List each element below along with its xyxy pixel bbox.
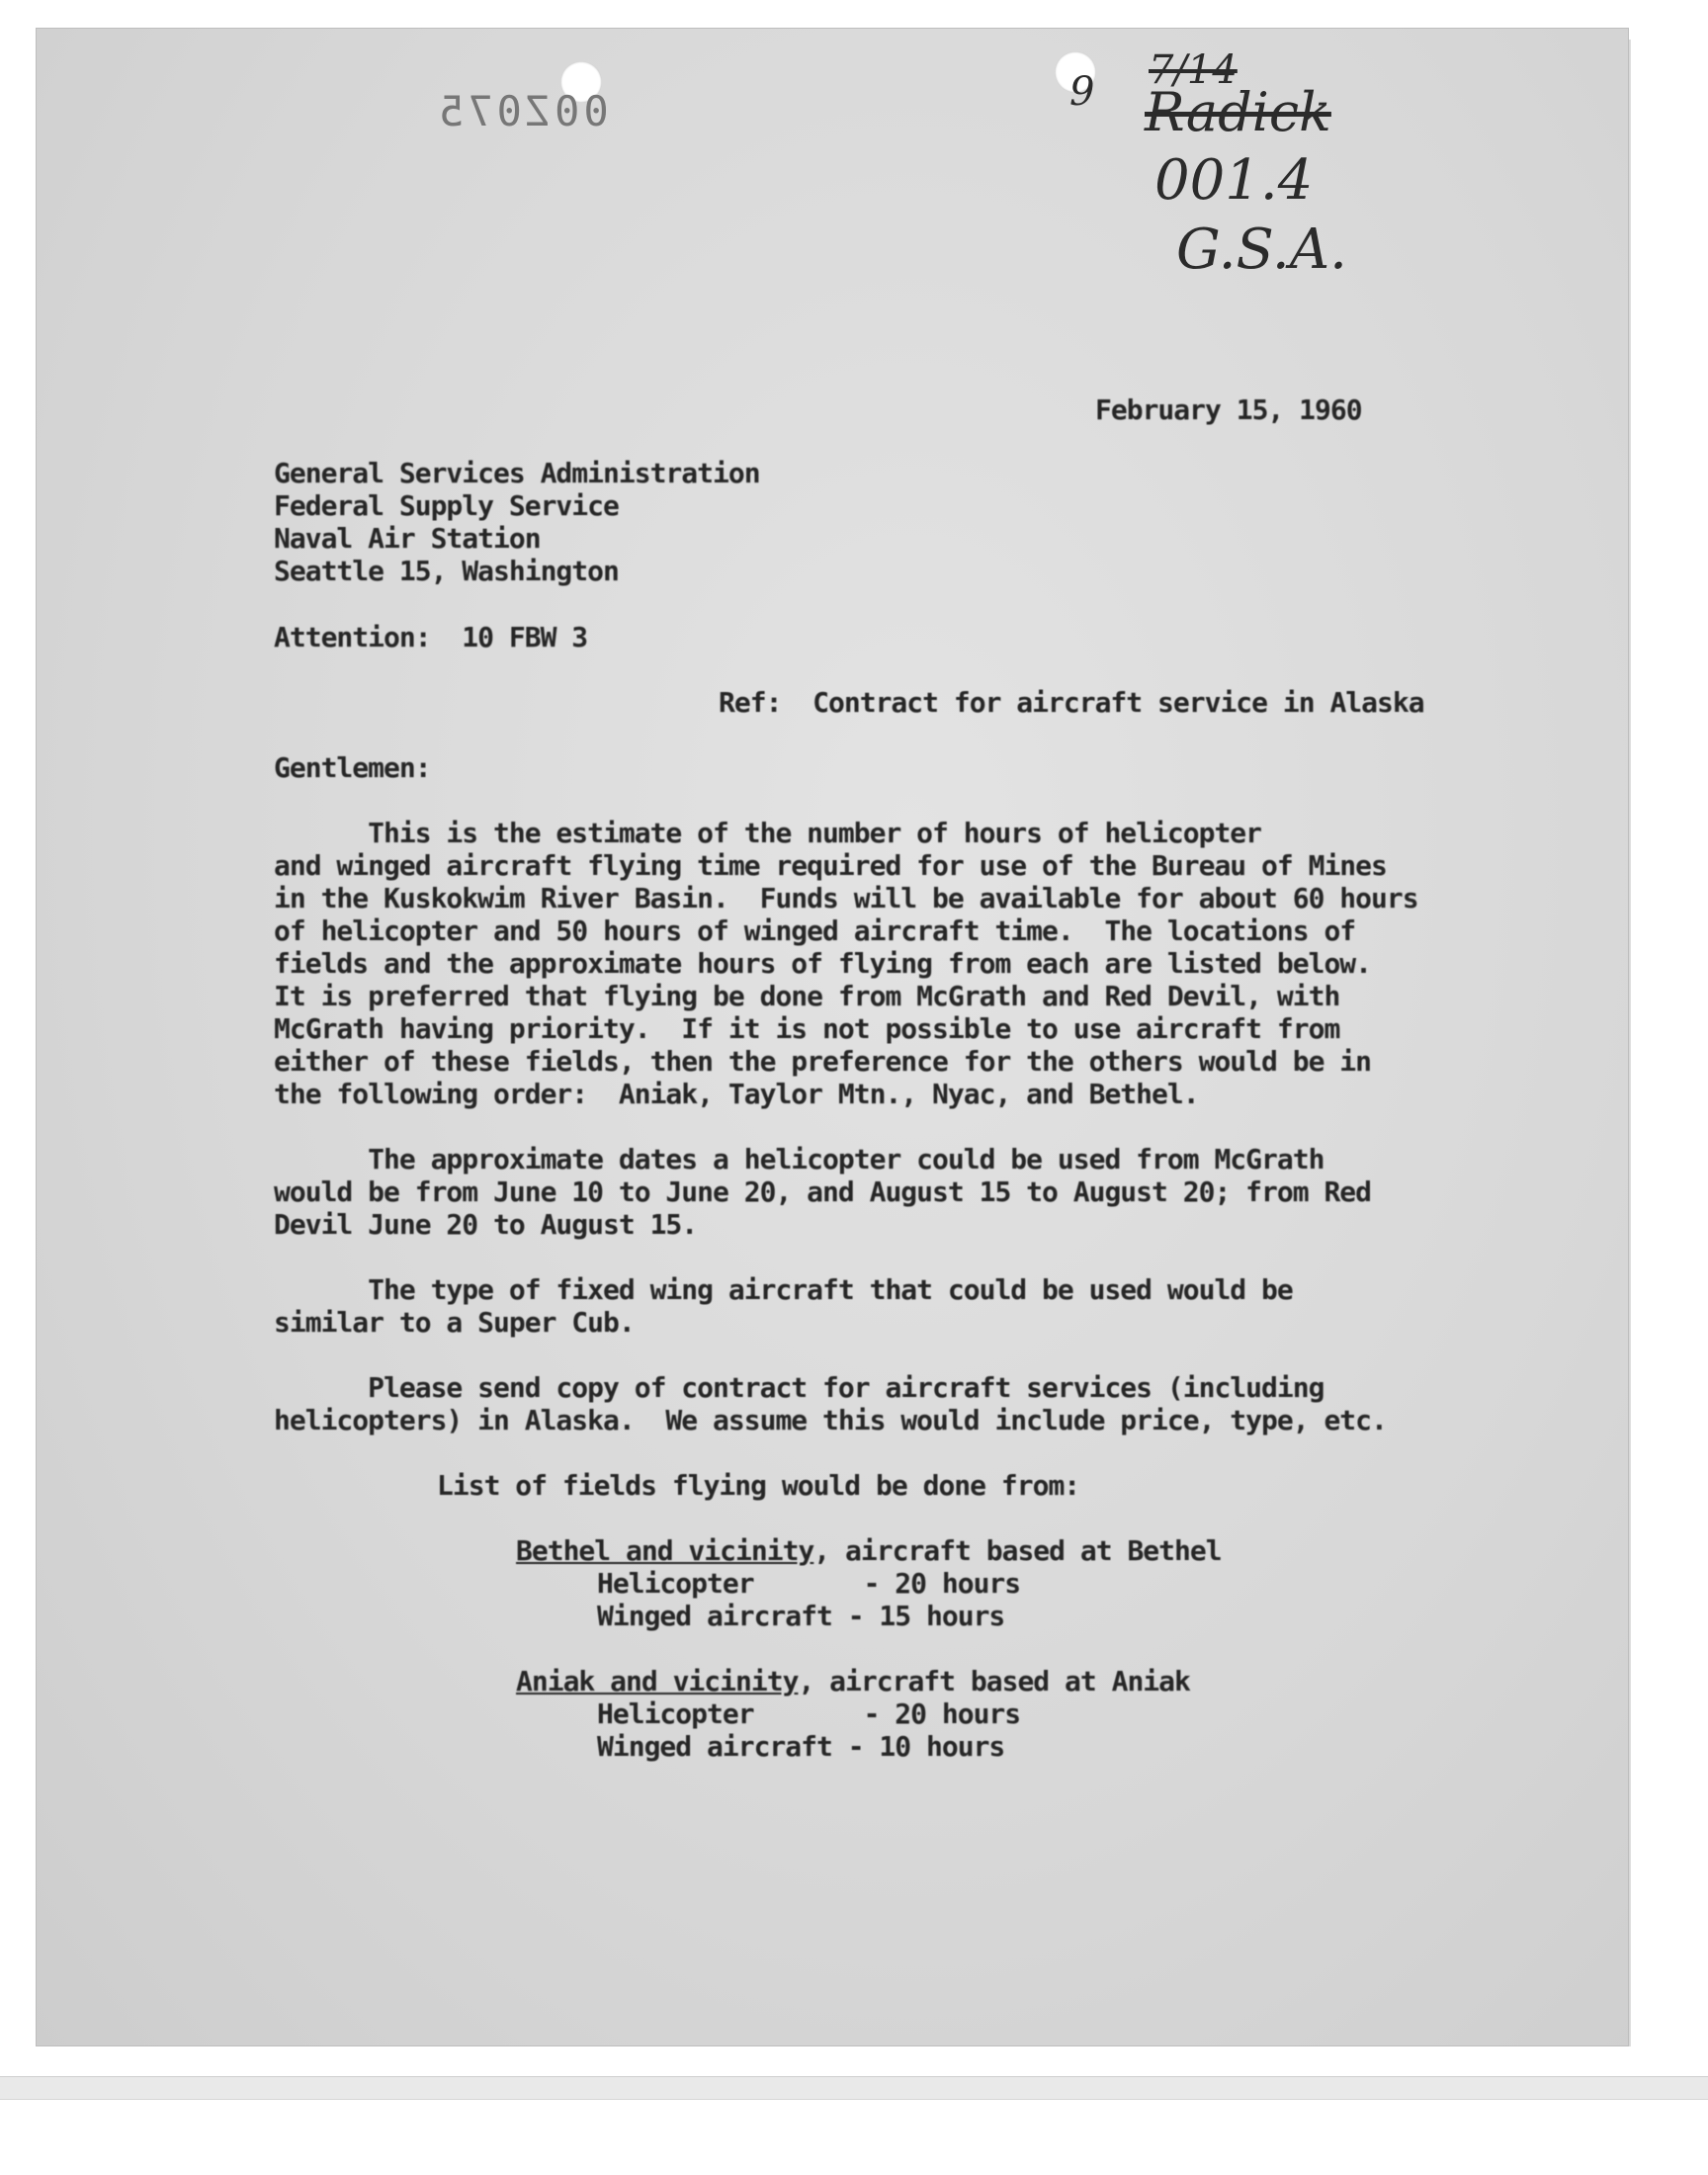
paragraph-line: would be from June 10 to June 20, and August 15 to August 20; from Red: [274, 1175, 1372, 1208]
paragraph-line: McGrath having priority. If it is not possible to use aircraft from: [274, 1012, 1340, 1045]
field-heading: [516, 1534, 1222, 1567]
address-line-2: Federal Supply Service: [274, 489, 619, 522]
paragraph-line: The type of fixed wing aircraft that could be used would be: [274, 1273, 1293, 1306]
handwritten-agency: G.S.A.: [1176, 218, 1347, 282]
paragraph-line: It is preferred that flying be done from McGrath and Red Devil, with: [274, 980, 1340, 1012]
paragraph-line: Please send copy of contract for aircraft services (including: [274, 1371, 1324, 1404]
paragraph-line: and winged aircraft flying time required for use of the Bureau of Mines: [274, 849, 1387, 882]
field-helicopter-hours: Helicopter - 20 hours: [597, 1567, 1021, 1600]
handwritten-top-code: 9: [1069, 69, 1095, 115]
field-winged-hours: Winged aircraft - 15 hours: [597, 1600, 1005, 1632]
stamp-number: 00Z075: [435, 87, 609, 135]
address-line-3: Naval Air Station: [274, 522, 541, 555]
letter-date: February 15, 1960: [1095, 393, 1362, 426]
paragraph-line: similar to a Super Cub.: [274, 1306, 635, 1339]
handwritten-struck-word: Radick: [1145, 81, 1331, 143]
paragraph-line: either of these fields, then the preference for the others would be in: [274, 1045, 1372, 1078]
field-winged-hours: Winged aircraft - 10 hours: [597, 1730, 1005, 1763]
paragraph-line: fields and the approximate hours of flying from each are listed below.: [274, 947, 1372, 980]
field-heading: [516, 1665, 1190, 1697]
paragraph-line: Devil June 20 to August 15.: [274, 1208, 698, 1241]
attention-line: Attention: 10 FBW 3: [274, 621, 588, 653]
reference-line: Ref: Contract for aircraft service in Alaska: [719, 686, 1424, 719]
paragraph-line: helicopters) in Alaska. We assume this would include price, type, etc.: [274, 1404, 1387, 1436]
field-name: Bethel and vicinity: [516, 1534, 814, 1567]
paragraph-line: in the Kuskokwim River Basin. Funds will be available for about 60 hours: [274, 882, 1418, 914]
paragraph-line: This is the estimate of the number of hours of helicopter: [274, 817, 1262, 849]
field-name: Aniak and vicinity: [516, 1665, 799, 1697]
handwritten-file-code: 7/14: [1149, 47, 1238, 93]
paragraph-line: The approximate dates a helicopter could be used from McGrath: [274, 1143, 1324, 1175]
paragraph-line: of helicopter and 50 hours of winged aircraft time. The locations of: [274, 914, 1356, 947]
salutation: Gentlemen:: [274, 751, 431, 784]
paragraph-line: the following order: Aniak, Taylor Mtn., Nyac, and Bethel.: [274, 1078, 1199, 1110]
handwritten-file-number: 001.4: [1154, 148, 1314, 213]
field-base: , aircraft based at Bethel: [813, 1534, 1222, 1567]
field-base: , aircraft based at Aniak: [798, 1665, 1190, 1697]
list-intro: List of fields flying would be done from:: [437, 1469, 1080, 1502]
field-helicopter-hours: Helicopter - 20 hours: [597, 1697, 1021, 1730]
address-line-4: Seattle 15, Washington: [274, 555, 619, 587]
address-line-1: General Services Administration: [274, 457, 760, 489]
scanner-strip: [0, 2076, 1708, 2100]
